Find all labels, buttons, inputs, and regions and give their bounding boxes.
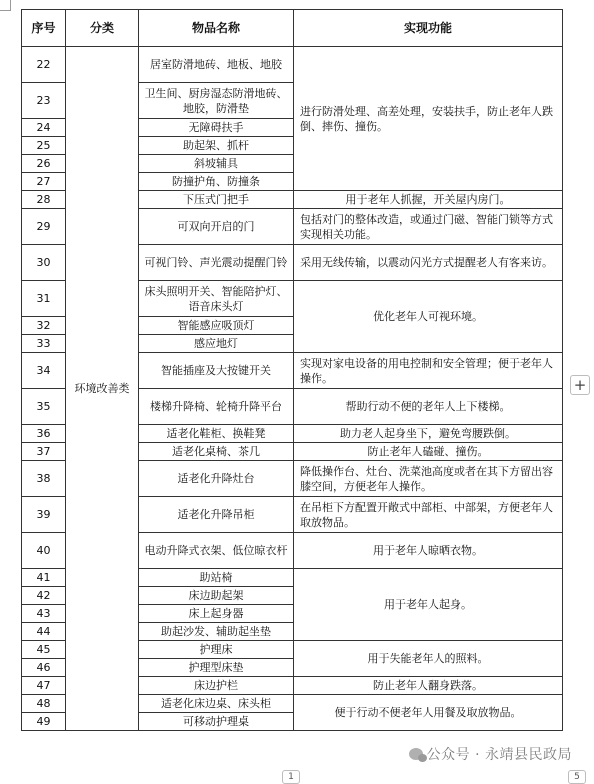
row-number: 34 bbox=[22, 353, 66, 389]
function-cell: 在吊柜下方配置开敞式中部柜、中部架，方便老年人取放物品。 bbox=[294, 497, 563, 533]
item-name: 床头照明开关、智能陪护灯、语音床头灯 bbox=[139, 281, 294, 317]
row-number: 47 bbox=[22, 677, 66, 695]
header-category: 分类 bbox=[66, 10, 139, 47]
assistive-items-table bbox=[21, 9, 563, 731]
row-number: 26 bbox=[22, 155, 66, 173]
item-name: 适老化鞋柜、换鞋凳 bbox=[139, 425, 294, 443]
function-cell: 防止老年人翻身跌落。 bbox=[294, 677, 563, 695]
row-number: 23 bbox=[22, 83, 66, 119]
function-cell: 采用无线传输，以震动闪光方式提醒老人有客来访。 bbox=[294, 245, 563, 281]
item-name: 床上起身器 bbox=[139, 605, 294, 623]
row-number: 46 bbox=[22, 659, 66, 677]
function-cell: 用于老年人起身。 bbox=[294, 569, 563, 641]
function-cell: 便于行动不便老年人用餐及取放物品。 bbox=[294, 695, 563, 731]
function-cell: 用于老年人抓握，开关屋内房门。 bbox=[294, 191, 563, 209]
item-name: 卫生间、厨房湿态防滑地砖、地胶，防滑垫 bbox=[139, 83, 294, 119]
item-name: 适老化床边桌、床头柜 bbox=[139, 695, 294, 713]
page-indicator-prev[interactable]: 1 bbox=[282, 770, 300, 784]
category-cell: 环境改善类 bbox=[66, 47, 139, 731]
function-cell: 防止老年人磕碰、撞伤。 bbox=[294, 443, 563, 461]
item-name: 无障碍扶手 bbox=[139, 119, 294, 137]
row-number: 22 bbox=[22, 47, 66, 83]
item-name: 防撞护角、防撞条 bbox=[139, 173, 294, 191]
row-number: 36 bbox=[22, 425, 66, 443]
function-cell: 包括对门的整体改造，或通过门磁、智能门锁等方式实现相关功能。 bbox=[294, 209, 563, 245]
item-name: 护理型床垫 bbox=[139, 659, 294, 677]
table-header-row bbox=[22, 10, 563, 47]
header-number: 序号 bbox=[22, 10, 66, 47]
item-name: 适老化桌椅、茶几 bbox=[139, 443, 294, 461]
item-name: 下压式门把手 bbox=[139, 191, 294, 209]
item-name: 居室防滑地砖、地板、地胶 bbox=[139, 47, 294, 83]
item-name: 适老化升降吊柜 bbox=[139, 497, 294, 533]
item-name: 助站椅 bbox=[139, 569, 294, 587]
table-row bbox=[22, 47, 563, 83]
row-number: 31 bbox=[22, 281, 66, 317]
item-name: 助起沙发、辅助起坐垫 bbox=[139, 623, 294, 641]
item-name: 可移动护理桌 bbox=[139, 713, 294, 731]
row-number: 25 bbox=[22, 137, 66, 155]
row-number: 40 bbox=[22, 533, 66, 569]
row-number: 41 bbox=[22, 569, 66, 587]
function-cell: 帮助行动不便的老年人上下楼梯。 bbox=[294, 389, 563, 425]
row-number: 30 bbox=[22, 245, 66, 281]
item-name: 助起架、抓杆 bbox=[139, 137, 294, 155]
row-number: 32 bbox=[22, 317, 66, 335]
item-name: 智能插座及大按键开关 bbox=[139, 353, 294, 389]
row-number: 44 bbox=[22, 623, 66, 641]
row-number: 27 bbox=[22, 173, 66, 191]
watermark-text: 公众号 · 永靖县民政局 bbox=[426, 747, 572, 763]
row-number: 24 bbox=[22, 119, 66, 137]
item-name: 电动升降式衣架、低位晾衣杆 bbox=[139, 533, 294, 569]
item-name: 适老化升降灶台 bbox=[139, 461, 294, 497]
function-cell: 用于老年人晾晒衣物。 bbox=[294, 533, 563, 569]
row-number: 49 bbox=[22, 713, 66, 731]
header-function: 实现功能 bbox=[294, 10, 563, 47]
item-name: 感应地灯 bbox=[139, 335, 294, 353]
watermark bbox=[409, 744, 572, 764]
item-name: 床边护栏 bbox=[139, 677, 294, 695]
function-cell: 降低操作台、灶台、洗菜池高度或者在其下方留出容膝空间，方便老年人操作。 bbox=[294, 461, 563, 497]
item-name: 床边助起架 bbox=[139, 587, 294, 605]
row-number: 28 bbox=[22, 191, 66, 209]
row-number: 43 bbox=[22, 605, 66, 623]
function-cell: 用于失能老年人的照料。 bbox=[294, 641, 563, 677]
row-number: 38 bbox=[22, 461, 66, 497]
row-number: 37 bbox=[22, 443, 66, 461]
item-name: 可双向开启的门 bbox=[139, 209, 294, 245]
item-name: 斜坡辅具 bbox=[139, 155, 294, 173]
function-cell: 优化老年人可视环境。 bbox=[294, 281, 563, 353]
add-row-button[interactable]: + bbox=[570, 375, 590, 395]
function-cell: 实现对家电设备的用电控制和安全管理；便于老年人操作。 bbox=[294, 353, 563, 389]
item-name: 楼梯升降椅、轮椅升降平台 bbox=[139, 389, 294, 425]
row-number: 48 bbox=[22, 695, 66, 713]
page-indicator-next[interactable]: 5 bbox=[568, 770, 586, 784]
row-number: 29 bbox=[22, 209, 66, 245]
row-number: 39 bbox=[22, 497, 66, 533]
wechat-icon bbox=[409, 748, 423, 760]
page-corner-mark bbox=[0, 0, 11, 11]
function-cell: 进行防滑处理、高差处理，安装扶手，防止老年人跌倒、摔伤、撞伤。 bbox=[294, 47, 563, 191]
item-name: 可视门铃、声光震动提醒门铃 bbox=[139, 245, 294, 281]
row-number: 35 bbox=[22, 389, 66, 425]
row-number: 33 bbox=[22, 335, 66, 353]
function-cell: 助力老人起身坐下，避免弯腰跌倒。 bbox=[294, 425, 563, 443]
header-item-name: 物品名称 bbox=[139, 10, 294, 47]
item-name: 智能感应吸顶灯 bbox=[139, 317, 294, 335]
row-number: 42 bbox=[22, 587, 66, 605]
row-number: 45 bbox=[22, 641, 66, 659]
item-name: 护理床 bbox=[139, 641, 294, 659]
